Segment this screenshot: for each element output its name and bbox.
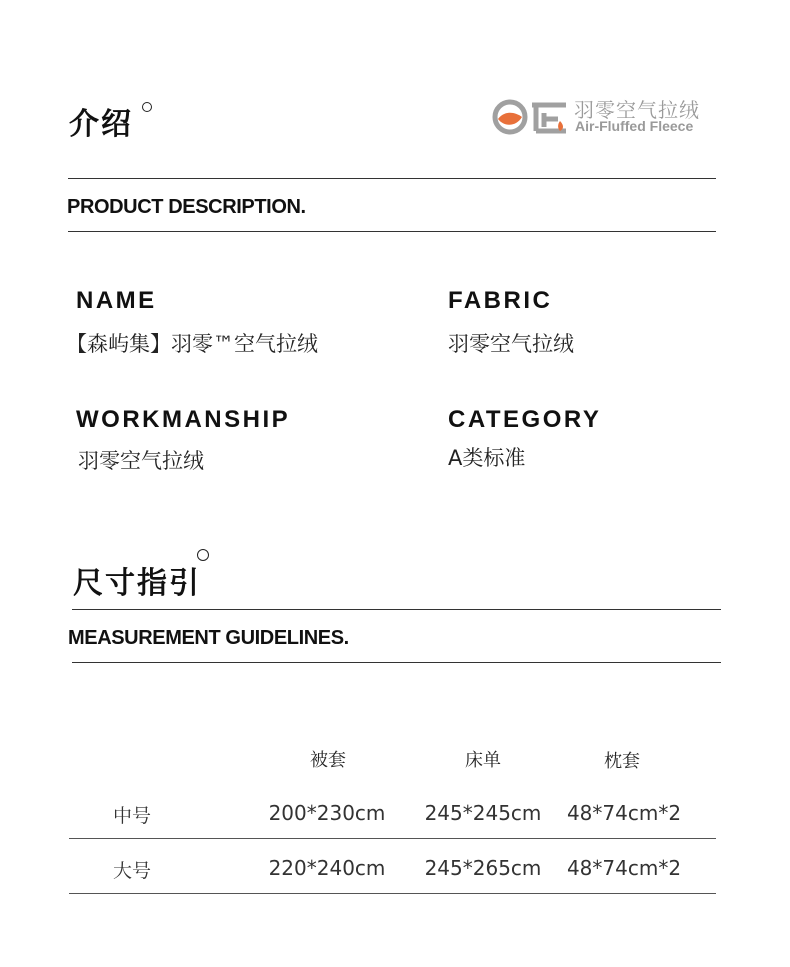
table-header: 床单 [465, 750, 501, 771]
logo-mark-icon [492, 97, 568, 137]
table-cell: 200*230cm [268, 801, 386, 825]
degree-mark [142, 102, 152, 112]
divider [68, 231, 716, 232]
intro-subtitle: PRODUCT DESCRIPTION. [67, 196, 306, 218]
row-label: 中号 [112, 805, 151, 827]
size-subtitle: MEASUREMENT GUIDELINES. [68, 627, 349, 649]
divider [72, 609, 721, 610]
field-value-name: 【森屿集】羽零™空气拉绒 [66, 332, 318, 356]
table-header: 被套 [310, 750, 346, 771]
table-cell: 245*245cm [424, 801, 542, 825]
row-divider [69, 838, 716, 839]
field-label-category: CATEGORY [448, 406, 602, 433]
divider [72, 662, 721, 663]
table-cell: 220*240cm [268, 856, 386, 880]
field-label-name: NAME [76, 287, 157, 314]
row-label: 大号 [112, 860, 151, 882]
table-cell: 245*265cm [424, 856, 542, 880]
size-title: 尺寸指引 [73, 566, 201, 601]
table-header: 枕套 [604, 751, 640, 772]
field-value-fabric: 羽零空气拉绒 [448, 332, 574, 356]
table-cell: 48*74cm*2 [566, 856, 682, 880]
table-cell: 48*74cm*2 [566, 801, 682, 825]
logo-en-text: Air-Fluffed Fleece [575, 118, 694, 134]
intro-title: 介绍 [69, 107, 133, 142]
field-value-category: A类标准 [448, 446, 526, 470]
field-value-workmanship: 羽零空气拉绒 [78, 449, 204, 473]
logo-cn-text: 羽零空气拉绒 [574, 98, 700, 122]
row-divider [69, 893, 716, 894]
divider [68, 178, 716, 179]
field-label-fabric: FABRIC [448, 287, 553, 314]
field-label-workmanship: WORKMANSHIP [76, 406, 291, 433]
brand-logo [492, 95, 707, 139]
degree-mark [197, 549, 209, 561]
